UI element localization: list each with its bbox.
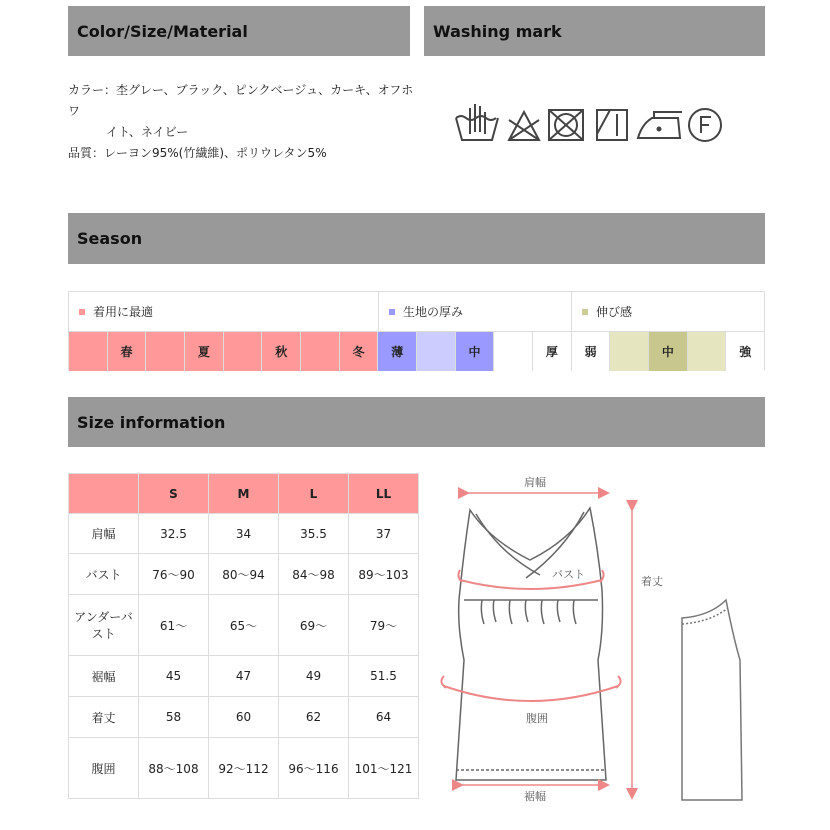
season-cell: 強 [726, 332, 764, 371]
season-cell: 秋 [262, 332, 301, 371]
no-tumble-dry-icon [549, 110, 583, 140]
quality-line: 品質：レーヨン95%(竹繊維)、ポリウレタン5% [68, 146, 327, 160]
season-cell: 夏 [185, 332, 224, 371]
header-size-l: L [279, 474, 349, 514]
row-label: 腹囲 [69, 738, 139, 799]
row-label: 肩幅 [69, 514, 139, 554]
section-header-washing-mark: Washing mark [424, 6, 765, 56]
shoulder-label: 肩幅 [524, 476, 546, 489]
table-cell: 101〜121 [349, 738, 419, 799]
size-table [68, 473, 419, 799]
length-label: 着丈 [641, 575, 663, 588]
table-cell: 61〜 [139, 595, 209, 656]
section-header-size-information: Size information [68, 397, 765, 447]
material-text [68, 80, 418, 164]
table-cell: 88〜108 [139, 738, 209, 799]
season-cell: 中 [649, 332, 688, 371]
season-cell: 冬 [340, 332, 379, 371]
dry-clean-f-icon [689, 109, 721, 141]
waist-label: 腹囲 [526, 712, 548, 725]
legend-label: 着用に最適 [93, 305, 154, 319]
season-cell [69, 332, 108, 371]
season-cell: 厚 [533, 332, 572, 371]
table-row [69, 656, 419, 697]
header-size-s: S [139, 474, 209, 514]
table-row [69, 554, 419, 595]
table-row [69, 514, 419, 554]
table-header-row [69, 474, 419, 514]
season-cell: 薄 [378, 332, 417, 371]
legend-dot [79, 309, 85, 315]
legend-dot [389, 309, 395, 315]
hand-wash-icon [456, 104, 498, 140]
header-size-ll: LL [349, 474, 419, 514]
table-cell: 96〜116 [279, 738, 349, 799]
table-cell: 76〜90 [139, 554, 209, 595]
table-cell: 84〜98 [279, 554, 349, 595]
table-cell: 80〜94 [209, 554, 279, 595]
table-row [69, 697, 419, 738]
season-cell: 中 [456, 332, 495, 371]
table-cell: 51.5 [349, 656, 419, 697]
table-cell: 45 [139, 656, 209, 697]
legend-stretch [572, 292, 765, 331]
table-cell: 62 [279, 697, 349, 738]
section-header-season: Season [68, 213, 765, 264]
table-cell: 92〜112 [209, 738, 279, 799]
table-cell: 69〜 [279, 595, 349, 656]
season-cells [69, 331, 764, 371]
season-cell: 弱 [572, 332, 611, 371]
table-cell: 49 [279, 656, 349, 697]
season-cell [301, 332, 340, 371]
table-cell: 32.5 [139, 514, 209, 554]
row-label: 着丈 [69, 697, 139, 738]
season-cell [146, 332, 185, 371]
legend-best-wear [69, 292, 379, 331]
season-cell [224, 332, 263, 371]
garment-diagram [430, 470, 760, 810]
washing-icons [452, 100, 732, 150]
legend-label: 生地の厚み [403, 305, 464, 319]
line-dry-shade-icon [597, 110, 627, 140]
header-size-m: M [209, 474, 279, 514]
season-grid [68, 291, 765, 370]
no-bleach-icon [509, 112, 539, 140]
season-cell [494, 332, 533, 371]
legend-dot [582, 309, 588, 315]
table-cell: 89〜103 [349, 554, 419, 595]
legend-label: 伸び感 [596, 305, 633, 319]
bust-label: バスト [552, 568, 585, 581]
table-cell: 79〜 [349, 595, 419, 656]
table-row [69, 738, 419, 799]
row-label: バスト [69, 554, 139, 595]
section-header-color-size-material: Color/Size/Material [68, 6, 410, 56]
row-label: 裾幅 [69, 656, 139, 697]
table-cell: 35.5 [279, 514, 349, 554]
season-cell: 春 [108, 332, 147, 371]
legend-thickness [379, 292, 572, 331]
season-cell [688, 332, 727, 371]
color-line-1: カラー：杢グレー、ブラック、ピンクベージュ、カーキ、オフホワ [68, 83, 414, 118]
table-cell: 58 [139, 697, 209, 738]
table-row [69, 595, 419, 656]
table-cell: 64 [349, 697, 419, 738]
header-corner [69, 474, 139, 514]
season-cell [417, 332, 456, 371]
table-cell: 34 [209, 514, 279, 554]
season-cell [610, 332, 649, 371]
table-cell: 60 [209, 697, 279, 738]
table-cell: 37 [349, 514, 419, 554]
table-cell: 65〜 [209, 595, 279, 656]
iron-low-icon [638, 112, 682, 138]
table-cell: 47 [209, 656, 279, 697]
color-line-2: イト、ネイビー [106, 125, 189, 139]
row-label: アンダーバスト [69, 595, 139, 656]
hem-label: 裾幅 [524, 790, 546, 803]
